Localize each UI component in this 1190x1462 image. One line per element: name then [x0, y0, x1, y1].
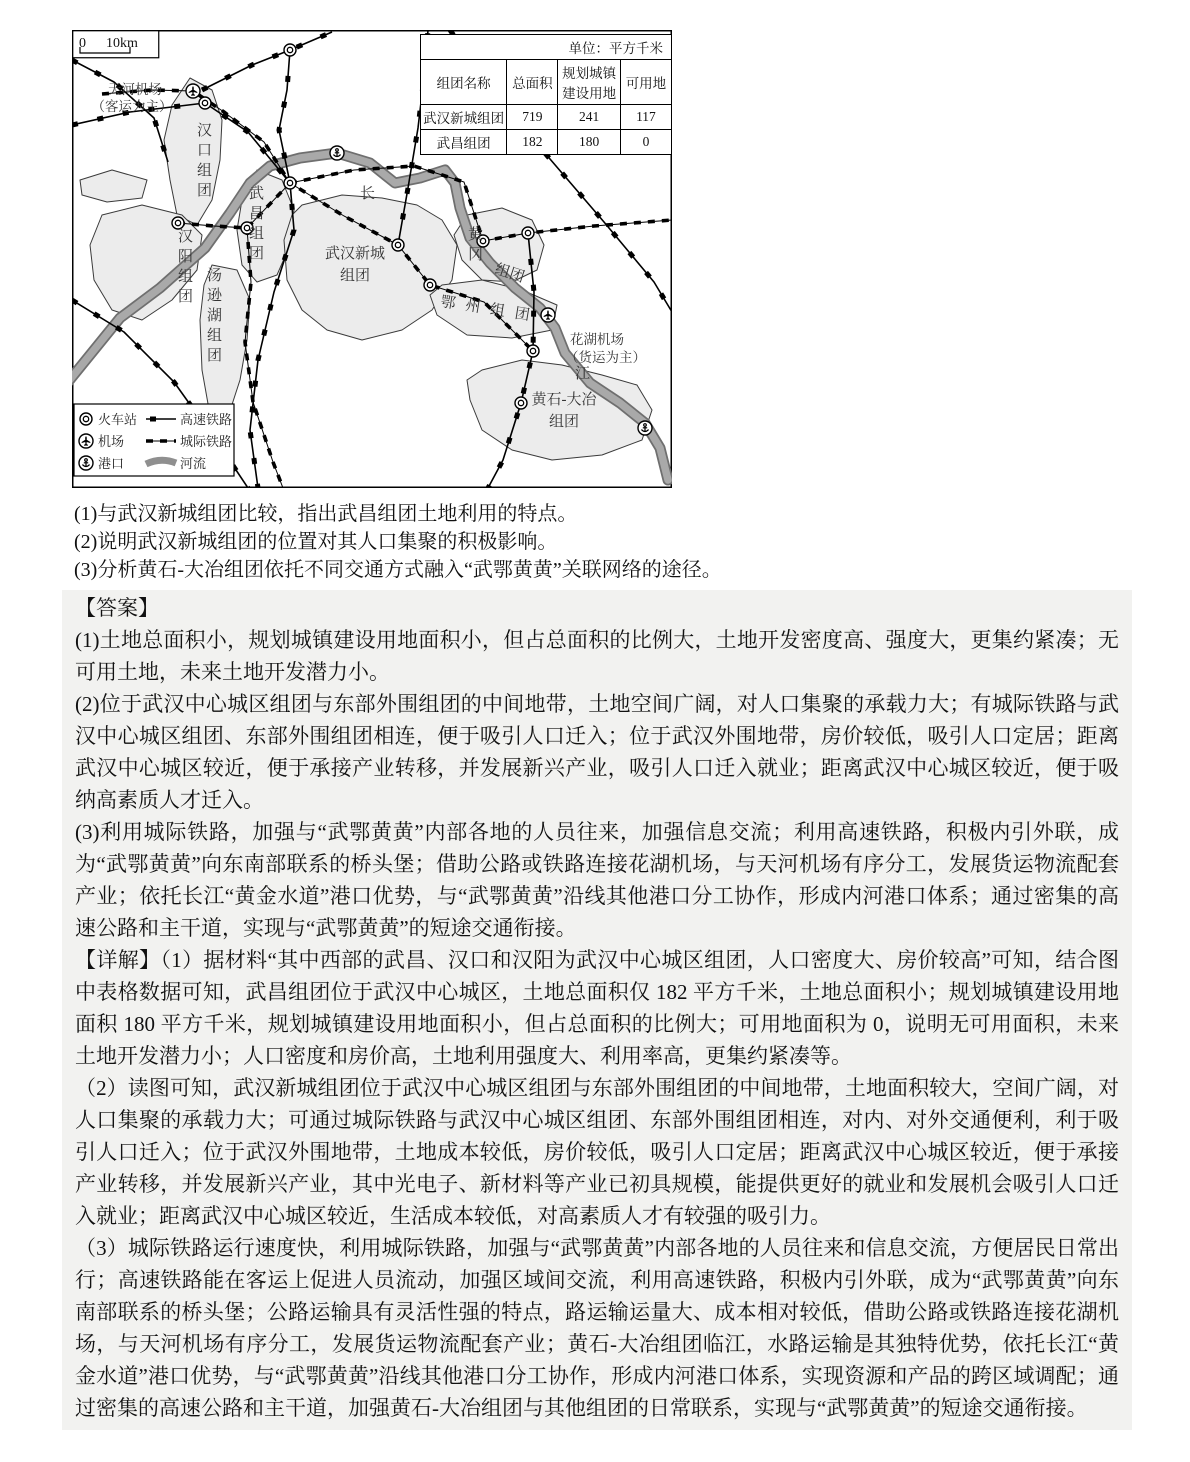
question-3: (3)分析黄石-大冶组团依托不同交通方式融入“武鄂黄黄”关联网络的途径。: [74, 559, 722, 581]
label-huangshi-daye-line2: 组团: [548, 414, 580, 430]
area-data-table: [420, 34, 672, 155]
label-tianhe-airport-sub: （客运为主）: [91, 99, 173, 114]
table-row: [421, 130, 672, 155]
table-unit-label: 单位：平方千米: [421, 35, 672, 60]
table-cell-total: 182: [507, 130, 558, 155]
train-station-icon: [522, 227, 534, 239]
label-wuchang-cluster: 武昌组团: [247, 185, 263, 265]
answer-section: [62, 590, 1132, 1430]
train-station-icon: [284, 44, 296, 56]
table-row: [421, 105, 672, 130]
table-cell-available: 117: [620, 105, 671, 130]
label-huangshi-daye-line1: 黄石-大冶: [531, 392, 597, 408]
legend-hsr-label: 高速铁路: [180, 412, 233, 427]
region-hankou-cluster: [164, 78, 222, 225]
label-yangtze-char1: 长: [360, 186, 376, 202]
worksheet-page: [0, 30, 1190, 1462]
detail-item-1: [75, 944, 1119, 1072]
table-unit-row: [421, 35, 672, 60]
train-station-icon: [424, 279, 436, 291]
legend-airport-label: 机场: [98, 434, 125, 449]
airport-icon: [186, 84, 200, 98]
label-wuhan-new-city-line2: 组团: [339, 268, 371, 284]
map-figure: [72, 30, 672, 488]
label-ezhou-cluster: 鄂州组团: [439, 294, 541, 326]
question-2: (2)说明武汉新城组团的位置对其人口集聚的积极影响。: [74, 531, 558, 553]
scale-zero-label: 0: [79, 36, 86, 51]
detail-text-1: （1）据材料“其中西部的武昌、汉口和汉阳为武汉中心城区组团，人口密度大、房价较高”可知，结合图中表格数据可知，武昌组团位于武汉中心城区，土地总面积仅 182 平方千米，土地总面积小；规划城镇建设用地面积 180 平方千米，规划城镇建设用地面积小，但占总面积的比例大；可用地面积为 0，说明无可用面积，未来土地开发潜力小；人口密度和房价高，土地利用强度大、利用率高，更集约紧凑等。: [75, 948, 1119, 1068]
train-station-icon: [392, 239, 404, 251]
legend-river-label: 河流: [180, 456, 207, 471]
label-huanggang-line1: 黄冈: [466, 226, 482, 266]
train-station-icon: [284, 177, 296, 189]
label-wuhan-new-city-line1: 武汉新城: [324, 246, 386, 262]
train-station-icon: [199, 97, 211, 109]
table-header-available: 可用地: [620, 60, 671, 105]
legend-port-label: 港口: [98, 456, 125, 471]
answer-item-3: (3)利用城际铁路，加强与“武鄂黄黄”内部各地的人员往来，加强信息交流；利用高速铁路，积极内引外联，成为“武鄂黄黄”向东南部联系的桥头堡；借助公路或铁路连接花湖机场，与天河机场有序分工，发展货运物流配套产业；依托长江“黄金水道”港口优势，与“武鄂黄黄”沿线其他港口分工协作，形成内河港口体系；通过密集的高速公路和主干道，实现与“武鄂黄黄”的短途交通衔接。: [75, 820, 1119, 940]
table-header-row: [421, 60, 672, 105]
label-hankou-cluster: 汉口组团: [195, 122, 211, 202]
region-west-blob: [80, 170, 147, 202]
legend-airport-icon: [79, 434, 93, 448]
label-huahu-airport: 花湖机场: [570, 332, 624, 347]
legend-river-sample: [146, 460, 176, 464]
scale-distance-label: 10km: [106, 36, 138, 51]
legend-intercity-label: 城际铁路: [180, 434, 233, 449]
question-list: [74, 500, 1126, 584]
detail-item-2: （2）读图可知，武汉新城组团位于武汉中心城区组团与东部外围组团的中间地带，土地面积较大，空间广阔，对人口集聚的承载力大；可通过城际铁路与武汉中心城区组团、东部外围组团相连，对内、对外交通便利，利于吸引人口迁入；位于武汉外围地带，土地成本较低，房价较低，吸引人口定居；距离武汉中心城区较近，便于承接产业转移，并发展新兴产业，其中光电子、新材料等产业已初具规模，能提供更好的就业和发展机会吸引人口迁入就业；距离武汉中心城区较近，生活成本较低，对高素质人才有较强的吸引力。: [75, 1076, 1119, 1228]
label-hanyang-cluster: 汉阳组团: [176, 228, 192, 308]
table-header-name: 组团名称: [421, 60, 507, 105]
table-cell-name: 武昌组团: [421, 130, 507, 155]
answer-item-2: (2)位于武汉中心城区组团与东部外围组团的中间地带，土地空间广阔，对人口集聚的承载力大；有城际铁路与武汉中心城区组团、东部外围组团相连，便于吸引人口迁入；位于武汉外围地带，房价较低，吸引人口定居；距离武汉中心城区较近，便于承接产业转移，并发展新兴产业，吸引人口迁入就业；距离武汉中心城区较近，便于吸纳高素质人才迁入。: [75, 692, 1119, 812]
port-icon: [330, 146, 344, 160]
table-cell-name: 武汉新城组团: [421, 105, 507, 130]
table-cell-total: 719: [507, 105, 558, 130]
table-cell-available: 0: [620, 130, 671, 155]
label-huahu-airport-sub: （货运为主）: [565, 350, 646, 365]
detail-label: 【详解】: [75, 948, 161, 972]
train-station-icon: [515, 397, 527, 409]
port-icon: [638, 421, 652, 435]
table-header-planned: 规划城镇建设用地: [558, 60, 620, 105]
label-huanggang-line2: 组团: [492, 261, 527, 287]
answer-item-1: (1)土地总面积小，规划城镇建设用地面积小，但占总面积的比例大，土地开发密度高、强度大，更集约紧凑；无可用土地，未来土地开发潜力小。: [75, 628, 1119, 684]
train-station-icon: [527, 345, 539, 357]
label-tianhe-airport: 天河机场: [108, 82, 162, 97]
table-header-total: 总面积: [507, 60, 558, 105]
legend-port-icon: [79, 456, 93, 470]
legend-station-label: 火车站: [98, 412, 138, 427]
region-wuhan-new-city-cluster: [284, 195, 457, 340]
detail-item-3: （3）城际铁路运行速度快，利用城际铁路，加强与“武鄂黄黄”内部各地的人员往来和信息交流，方便居民日常出行；高速铁路能在客运上促进人员流动，加强区域间交流，利用高速铁路，积极内引外联，成为“武鄂黄黄”向东南部联系的桥头堡；公路运输具有灵活性强的特点，路运输运量大、成本相对较低，借助公路或铁路连接花湖机场，与天河机场有序分工，发展货运物流配套产业；黄石-大冶组团临江，水路运输是其独特优势，依托长江“黄金水道”港口优势，与“武鄂黄黄”沿线其他港口分工协作，形成内河港口体系，实现资源和产品的跨区域调配；通过密集的高速公路和主干道，加强黄石-大冶组团与其他组团的日常联系，实现与“武鄂黄黄”的短途交通衔接。: [75, 1236, 1119, 1420]
airport-icon: [541, 308, 555, 322]
table-cell-planned: 180: [558, 130, 620, 155]
answer-label: 【答案】: [75, 596, 159, 620]
question-1: (1)与武汉新城组团比较，指出武昌组团土地利用的特点。: [74, 503, 578, 525]
table-cell-planned: 241: [558, 105, 620, 130]
label-tangxunhu-cluster: 汤逊湖组团: [205, 267, 221, 367]
legend-train-station-icon: [80, 413, 92, 425]
label-yangtze-char2: 江: [575, 366, 591, 382]
